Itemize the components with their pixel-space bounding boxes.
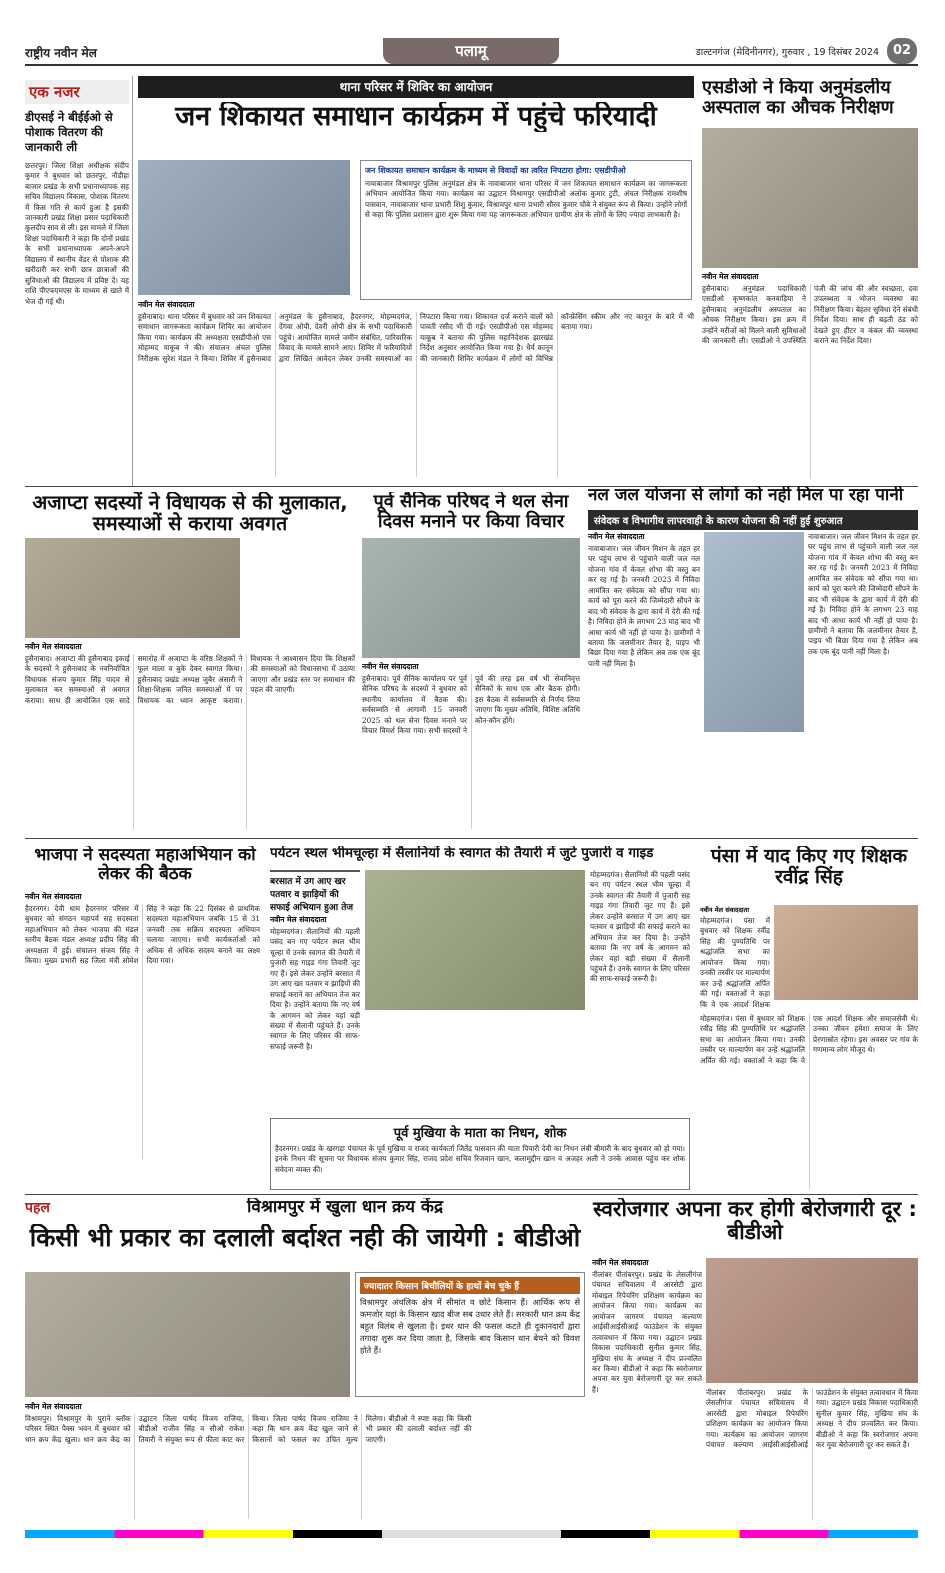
ajapta-body-block xyxy=(25,642,355,832)
purv-mukhiya-body: हैदरनगर। प्रखंड के खरगड़ा पंचायत के पूर्व मुखिया व राजद कार्यकर्ता जितेंद्र पासवान की माता पियारी देवी का निधन लंबी बीमारी के बाद बुधवार को हो गया। इनके निधन की सूचना पर विधायक संजय कुमार सिंह, राजद प्रदेश सचिव रिजवान खान, कलामुद्दीन खान व अजहर अली ने उनके आवास पहुंच कर शोक संवेदना व्यक्त की। xyxy=(275,1144,685,1174)
bhimchula-body-right xyxy=(590,870,690,1115)
dateline: डाल्टनगंज (मेदिनीनगर), गुरुवार , 19 दिसंबर 2024 xyxy=(695,47,879,58)
pahal-box-head: ज्यादातर किसान बिचौलियों के हाथों बेच चुके हैं xyxy=(360,1277,580,1294)
pahal-body-block xyxy=(25,1402,585,1522)
pahal-byline: नवीन मेल संवाददाता xyxy=(25,1402,82,1411)
bhimchula-body: मोहम्मदगंज। सैलानियों की पहली पसंद बन गए पर्यटन स्थल भीम चूल्हा में उनके स्वागत की तैयारी में पुजारी सह गाइड गंगा तिवारी जुट गए हैं। इसे लेकर उन्होंने बरसात में उग आए खर पतवार व झाड़ियों की सफाई कराने का अभियान तेज कर दिया है। उन्होंने बताया कि नए वर्ष के आगमन को लेकर यहां बड़ी संख्या में सैलानी पहुंचते हैं। उनके स्वागत के लिए परिसर की साफ-सफाई जरूरी है। xyxy=(270,927,360,1051)
bhimchula-box: बरसात में उग आए खर पतवार व झाड़ियों की सफाई अभियान हुआ तेज xyxy=(270,870,360,913)
bhimchula-body-left xyxy=(270,915,360,1115)
ek-nazar-body: छत्तरपुर। जिला शिक्षा अधीक्षक संदीप कुमार ने बुधवार को छतरपुर, नौडीहा बाजार प्रखंड के सभी प्रधानाध्यापक सह सचिव विद्यालय विकास, पोशाक वितरण में किस गति से कार्य हुआ है इसकी जानकारी प्रखंड शिक्षा प्रसार पदाधिकारी कुलदीप साव से ली। इस मामले में जिला शिक्षा पदाधिकारी ने कहा कि दोनों प्रखंड के सभी प्रधानाध्यापक अपने-अपने विद्यालय में स्थानीय वेंडर से पोशाक की खरीदारी कर सभी छात्र छात्राओं की सुविधाओं की विद्यालय में प्रविष्ट दें। यह राशि पीएफएमएस के माध्यम से खाते में भेज दी गई थी। xyxy=(25,160,129,306)
pansa-headline: पंसा में याद किए गए शिक्षक रवींद्र सिंह xyxy=(710,846,908,888)
bhimchula-photo xyxy=(365,870,585,1010)
lead-body: हुसैनाबाद। थाना परिसर में बुधवार को जन शिकायत समाधान जागरूकता कार्यक्रम शिविर का आयोजन किया गया। कार्यक्रम की अध्यक्षता एसडीपीओ एस मोहम्मद याकूब ने की। संचालन अंचल पुलिस निरीक्षक सुरेश मंडल ने किया। शिविर में हुसैनाबाद अनुमंडल के हुसैनाबाद, हैदरनगर, मोहम्मदगंज, देंगवा ओपी, देवरी ओपी क्षेत्र के सभी पदाधिकारी पहुंचे। आयोजित मामले जमीन संबंधित, पारिवारिक विवाद के मामले सामने आए। शिविर में फरियादियों द्वारा लिखित आवेदन लेकर उनकी समस्याओं का निपटारा किया गया। शिकायत दर्ज कराने वालों को पावती रसीद भी दी गई। एसडीपीओ एस मोहम्मद याकूब ने बताया की पुलिस महानिदेशक झारखंड निर्देश अनुसार आयोजित किया गया है। धैर्य कानून की जानकारी शिविर कार्यक्रम में लोगों को विभिन्न कॉन्फ्रेंसिंग स्कीम और नए कानून के बारे में भी बताया गया। xyxy=(138,312,694,363)
ajapta-headline: अजाप्टा सदस्यों ने विधायक से की मुलाकात, समस्याओं से कराया अवगत xyxy=(32,492,348,535)
lead-photo xyxy=(138,160,350,295)
bhimchula-byline: नवीन मेल संवाददाता xyxy=(270,915,327,924)
brand-name: राष्ट्रीय नवीन मेल xyxy=(25,46,97,60)
lead-byline: नवीन मेल संवाददाता xyxy=(138,300,195,309)
sdo-photo xyxy=(702,128,918,268)
ajapta-byline: नवीन मेल संवाददाता xyxy=(25,642,82,651)
swarojgar-headline: स्वरोजगार अपना कर होगी बेरोजगारी दूर : बीडीओ xyxy=(593,1198,917,1245)
sdo-body: हुसैनाबाद। अनुमंडल पदाधिकारी एसडीओ कृष्णकांत कनवाड़िया ने हुसैनाबाद अनुमंडलीय अस्पताल का औचक निरीक्षण किया। इस क्रम में उन्होंने मरीजों को मिलने वाली सुविधाओं की जानकारी ली। एसडीओ ने उपस्थिति पंजी की जांच की और स्वच्छता, दवा उपलब्धता व भोजन व्यवस्था का निरीक्षण किया। बेहतर सुविधा देने संबंधी निर्देश दिया। साथ ही बढ़ती ठंड को देखते हुए हीटर व कंबल की व्यवस्था कराने का निर्देश दिया। xyxy=(702,284,918,346)
purv-sainik-headline: पूर्व सैनिक परिषद ने थल सेना दिवस मनाने पर किया विचार xyxy=(373,492,569,532)
pahal-kicker: विश्रामपुर में खुला धान क्रय केंद्र xyxy=(247,1198,443,1217)
purv-sainik-photo xyxy=(362,538,580,658)
purv-mukhiya-box xyxy=(270,1118,690,1190)
purv-sainik-body: हुसैनाबाद। पूर्व सैनिक कार्यालय पर पूर्व सैनिक परिषद के सदस्यों ने बुधवार को स्थानीय कार्यालय में बैठक की। सर्वसम्मति से आगामी 15 जनवरी 2025 को थल सेना दिवस मनाने पर विचार विमर्श किया गया। सभी सदस्यों ने पूर्व की तरह इस वर्ष भी सेवानिवृत्त सैनिकों के साथ एक और बैठक होगी। इस बैठक में सर्वसम्मति से निर्णय लिया जाएगा कि मुख्य अतिथि, विशिष्ट अतिथि कौन-कौन होंगे। xyxy=(362,674,580,736)
bhajpa-byline: नवीन मेल संवाददाता xyxy=(25,892,82,901)
ek-nazar-headline: डीएसई ने बीईईओ से पोशाक वितरण की जानकारी ली xyxy=(25,110,113,154)
pansa-body-block xyxy=(700,1014,918,1189)
nal-jal-headline: नल जल योजना से लोगों को नहीं मिल पा रहा पानी xyxy=(588,486,904,505)
bhajpa-body-block xyxy=(25,892,260,1162)
pahal-box xyxy=(355,1272,585,1397)
purv-mukhiya-headline: पूर्व मुखिया के माता का निधन, शोक xyxy=(393,1126,567,1141)
swarojgar-body-left xyxy=(592,1258,702,1520)
nal-jal-photo xyxy=(704,532,804,732)
nal-jal-byline: नवीन मेल संवाददाता xyxy=(588,532,645,541)
pahal-box-body: विश्रामपुर अंचलिक क्षेत्र में सीमांत व छोटे किसान हैं। आर्थिक रूप से कमजोर यहां के किसान खाद बीज सब उधार लेते हैं। सरकारी धान क्रय केंद्र बहुत विलंब से खुलता है। इधर धान की फसल कटते ही दुकानदारों द्वारा तगादा शुरू कर दिया जाता है, जिसके बाद किसान धान बेचने को विवश होते हैं। xyxy=(360,1297,580,1355)
sdo-body-block xyxy=(702,272,918,482)
bhajpa-body: हैदरनगर। देवी धाम हैदरनगर परिसर में बुधवार को संगठन महापर्व सह सदस्यता महाअभियान को लेकर भाजपा की मंडल स्तरीय बैठक मंडल अध्यक्ष प्रदीप सिंह की अध्यक्षता में हुई। संचालन संजय सिंह ने किया। मुख्य प्रभारी सह जिला मंत्री सोमेश सिंह ने कहा कि 22 दिसंबर से प्राथमिक सदस्यता महाअभियान जबकि 15 से 31 जनवरी तक सक्रिय सदस्यता अभियान चलाया जाएगा। सभी कार्यकर्ताओं को अधिक से अधिक सदस्य बनाने का लक्ष्य दिया गया। xyxy=(25,904,260,966)
bhajpa-headline: भाजपा ने सदस्यता महाअभियान को लेकर की बैठक xyxy=(34,846,256,884)
pansa-body-cont: मोहम्मदगंज। पंसा में बुधवार को शिक्षक रवींद्र सिंह की पुण्यतिथि पर श्रद्धांजलि सभा का आयोजन किया गया। उनकी तस्वीर पर माल्यार्पण कर उन्हें श्रद्धांजलि अर्पित की गई। वक्ताओं ने कहा कि वे एक आदर्श शिक्षक और समाजसेवी थे। उनका जीवन हमेशा समाज के लिए प्रेरणास्रोत रहेगा। इस अवसर पर गांव के गणमान्य लोग मौजूद थे। xyxy=(700,1014,918,1065)
section-tab xyxy=(383,38,559,64)
nal-jal-subhead: संवेदक व विभागीय लापरवाही के कारण योजना की नहीं हुई शुरुआत xyxy=(588,510,918,530)
swarojgar-body-cont: नीलांबर पीतांबरपुर। प्रखंड के लेसलीगंज पंचायत सचिवालय में आरसेटी द्वारा मोबाइल रिपेयरिंग प्रशिक्षण कार्यक्रम का आयोजन किया गया। कार्यक्रम का आयोजन जागरण पंचायत कल्याण आईसीआईसीआई फाउंडेशन के संयुक्त तत्वावधान में किया गया। उद्घाटन प्रखंड विकास पदाधिकारी सुनील कुमार सिंह, मुखिया संघ के अध्यक्ष ने दीप प्रज्वलित कर किया। बीडीओ ने कहा कि स्वरोजगार अपना कर युवा बेरोजगारी दूर कर सकते हैं। xyxy=(706,1388,918,1450)
pansa-body-left xyxy=(700,905,770,1010)
lead-kicker: थाना परिसर में शिविर का आयोजन xyxy=(339,80,493,94)
lead-body-block xyxy=(138,300,694,480)
pahal-body: विश्रामपुर। विश्रामपुर के पुराने ब्लॉक परिसर स्थित पैक्स भवन में बुधवार को धान क्रय केंद्र खुला। धान क्रय केंद्र का उद्घाटन जिला पार्षद विजय राजिया, बीडीओ राजीव सिंह व सीओ राकेश तिवारी ने संयुक्त रूप से फीता काट कर किया। जिला पार्षद विजय राजिया ने कहा कि धान क्रय केंद्र खुल जाने से किसानों को फसल का उचित मूल्य मिलेगा। बीडीओ ने स्पष्ट कहा कि किसी भी प्रकार की दलाली बर्दाश्त नहीं की जाएगी। xyxy=(25,1414,472,1444)
nal-jal-body-left xyxy=(588,532,700,832)
section-title: पलामू xyxy=(455,42,487,60)
swarojgar-byline: नवीन मेल संवाददाता xyxy=(592,1258,649,1267)
pahal-photo xyxy=(25,1272,350,1397)
sdo-headline: एसडीओ ने किया अनुमंडलीय अस्पताल का औचक निरीक्षण xyxy=(702,78,894,118)
pahal-tag: पहल xyxy=(25,1200,50,1216)
lead-blurb-head: जन शिकायत समाधान कार्यक्रम के माध्यम से विवादों का त्वरित निपटारा होगा: एसडीपीओ xyxy=(365,166,626,175)
bhimchula-body-cont: मोहम्मदगंज। सैलानियों की पहली पसंद बन गए पर्यटन स्थल भीम चूल्हा में उनके स्वागत की तैयारी में पुजारी सह गाइड गंगा तिवारी जुट गए हैं। इसे लेकर उन्होंने बरसात में उग आए खर पतवार व झाड़ियों की सफाई कराने का अभियान तेज कर दिया है। उन्होंने बताया कि नए वर्ष के आगमन को लेकर यहां बड़ी संख्या में सैलानी पहुंचते हैं। उनके स्वागत के लिए परिसर की साफ-सफाई जरूरी है। xyxy=(590,870,690,984)
pansa-body: मोहम्मदगंज। पंसा में बुधवार को शिक्षक रवींद्र सिंह की पुण्यतिथि पर श्रद्धांजलि सभा का आयोजन किया गया। उनकी तस्वीर पर माल्यार्पण कर उन्हें श्रद्धांजलि अर्पित की गई। वक्ताओं ने कहा कि वे एक आदर्श शिक्षक xyxy=(700,916,770,1009)
swarojgar-photo xyxy=(706,1258,918,1383)
purv-sainik-body-block xyxy=(362,662,580,832)
masthead xyxy=(25,38,918,66)
sdo-byline: नवीन मेल संवाददाता xyxy=(702,272,759,281)
lead-blurb-text: नावाबाजार विश्रामपुर पुलिस अनुमंडल क्षेत्र के नावाबाजार थाना परिसर में जन शिकायत समाधान कार्यक्रम का जागरूकता अभियान आयोजित किया गया। कार्यक्रम का उद्घाटन विश्रामपुर एसडीपीओ अलोक कुमार टुटी, अंचल निरीक्षक रामशीष पासवान, नावाबाजार थाना प्रभारी शिशु कुमार, विश्रामपुर थाना प्रभारी सौरव कुमार चौबे ने संयुक्त रूप से किया। उन्होंने लोगों से कहा कि पुलिस प्रशासन द्वारा शुरू किया गया यह जागरूकता अभियान ग्रामीण क्षेत्र के लोगों के लिए ज्यादा लाभकारी है। xyxy=(365,179,687,220)
registration-bar xyxy=(25,1530,918,1538)
lead-headline: जन शिकायत समाधान कार्यक्रम में पहुंचे फरियादी xyxy=(175,102,657,132)
nal-jal-body-right xyxy=(808,532,918,832)
pansa-byline: नवीन मेल संवाददाता xyxy=(700,906,749,914)
pahal-headline: किसी भी प्रकार का दलाली बर्दाश्त नही की जायेगी : बीडीओ xyxy=(29,1224,581,1252)
nal-jal-body: नावाबाजार। जल जीवन मिशन के तहत हर घर पहुंच लाभ से पहुंचाने वाली जल नल योजना गांव में केवल शोभा की वस्तु बन कर रह गई है। जनवरी 2023 में निविदा आमंत्रित कर संवेदक को सौंपा गया था। कार्य को पूरा करने की जिम्मेदारी सौंपने के बाद भी संवेदक के द्वारा कार्य में देरी की गई है। निविदा होने के लगभग 23 माह बाद भी आधा कार्य भी नहीं हो पाया है। ग्रामीणों ने बताया कि जलमीनार तैयार है, पाइप भी बिछा दिया गया है लेकिन अब तक एक बूंद पानी नहीं मिला है। xyxy=(588,544,700,668)
ajapta-body: हुसैनाबाद। अजाप्टा की हुसैनाबाद इकाई के सदस्यों ने हुसैनाबाद के नवनिर्वाचित विधायक संजय कुमार सिंह यादव से मुलाकात कर समस्याओं से अवगत कराया। साथ ही आयोजित एक सादे समारोह में अजाप्टा के वरिष्ठ शिक्षकों ने फूल माला व बुके देकर स्वागत किया। हुसैनाबाद प्रखंड अध्यक्ष जुबैर अंसारी ने शिक्षा-शिक्षक जनित समस्याओं में पर विधायक का ध्यान आकृष्ट कराया। विधायक ने आश्वासन दिया कि शिक्षकों की समस्याओं को विधानसभा में उठाया जाएगा और प्रखंड स्तर पर समाधान की पहल की जाएगी। xyxy=(25,654,355,705)
pansa-photo xyxy=(774,905,918,1000)
ek-nazar-tag: एक नजर xyxy=(25,80,129,104)
ajapta-photo xyxy=(25,538,240,638)
page-number: 02 xyxy=(887,38,917,64)
lead-kicker-bar xyxy=(138,76,694,98)
swarojgar-body-block xyxy=(706,1388,918,1520)
purv-sainik-byline: नवीन मेल संवाददाता xyxy=(362,662,419,671)
lead-blurb-box xyxy=(360,160,692,300)
nal-jal-body-cont: नावाबाजार। जल जीवन मिशन के तहत हर घर पहुंच लाभ से पहुंचाने वाली जल नल योजना गांव में केवल शोभा की वस्तु बन कर रह गई है। जनवरी 2023 में निविदा आमंत्रित कर संवेदक को सौंपा गया था। कार्य को पूरा करने की जिम्मेदारी सौंपने के बाद भी संवेदक के द्वारा कार्य में देरी की गई है। निविदा होने के लगभग 23 माह बाद भी आधा कार्य भी नहीं हो पाया है। ग्रामीणों ने बताया कि जलमीनार तैयार है, पाइप भी बिछा दिया गया है लेकिन अब तक एक बूंद पानी नहीं मिला है। xyxy=(808,532,918,656)
bhimchula-headline: पर्यटन स्थल भीमचूल्हा में सैलानियों के स्वागत की तैयारी में जुटे पुजारी व गाइड xyxy=(270,846,654,861)
swarojgar-body: नीलांबर पीतांबरपुर। प्रखंड के लेसलीगंज पंचायत सचिवालय में आरसेटी द्वारा मोबाइल रिपेयरिंग प्रशिक्षण कार्यक्रम का आयोजन किया गया। कार्यक्रम का आयोजन जागरण पंचायत कल्याण आईसीआईसीआई फाउंडेशन के संयुक्त तत्वावधान में किया गया। उद्घाटन प्रखंड विकास पदाधिकारी सुनील कुमार सिंह, मुखिया संघ के अध्यक्ष ने दीप प्रज्वलित कर किया। बीडीओ ने कहा कि स्वरोजगार अपना कर युवा बेरोजगारी दूर कर सकते हैं। xyxy=(592,1270,702,1394)
